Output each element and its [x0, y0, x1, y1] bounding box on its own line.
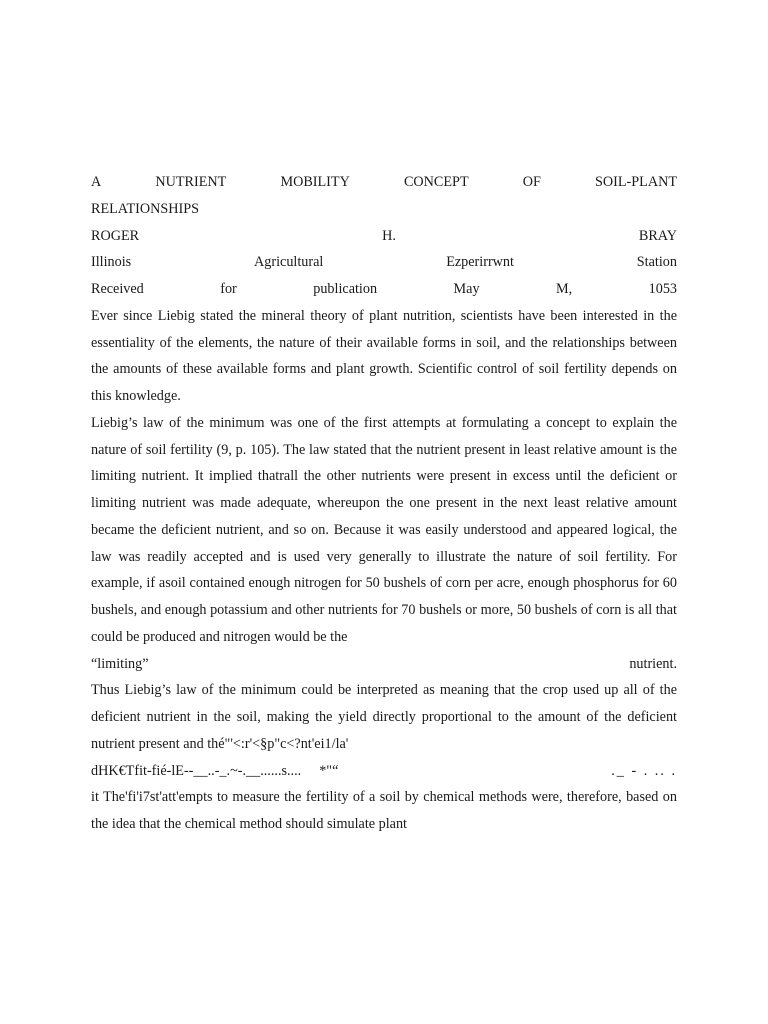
author-line — [91, 223, 677, 250]
article-title-end: RELATIONSHIPS — [91, 200, 199, 217]
title-word: NUTRIENT — [155, 174, 227, 190]
body-paragraph-2: Liebig’s law of the minimum was one of the first attempts at formulating a concept to explain the nature of soil fertility (9, p. 105). The law stated that the nutrient present in least relative amount is the limiting nutrient. It implied thatrall the other nutrients were present in excess until the deficient or limiting nutrient was made adequate, whereupon the one present in the next least relative amount became the deficient nutrient, and so on. Because it was easily understood and appeared logical, the law was readily accepted and is used very generally to illustrate the nature of soil fertility. For example, if asoil contained enough nitrogen for 50 bushels of corn per acre, enough phosphorus for 60 bushels, and enough potassium and other nutrients for 70 bushels or more, 50 bushels of corn is all that could be produced and nitrogen would be the — [91, 414, 677, 645]
ocr-noise-mid: *"“ — [319, 762, 339, 779]
title-word: A — [91, 174, 102, 190]
ocr-noise-line — [91, 758, 677, 785]
article-title-line — [91, 169, 677, 196]
received-word: for — [220, 281, 237, 297]
received-word: M, — [556, 281, 573, 297]
received-word: May — [453, 281, 480, 297]
body-paragraph-2-last-line — [91, 651, 677, 678]
nutrient-word: nutrient. — [629, 655, 677, 672]
affiliation-word: Station — [636, 254, 677, 271]
author-word: ROGER — [91, 227, 140, 244]
received-word: 1053 — [648, 281, 677, 297]
affiliation-word: Agricultural — [254, 254, 324, 271]
title-word: SOIL-PLANT — [595, 174, 677, 190]
received-word: publication — [313, 281, 378, 297]
ocr-noise-right: ._ - . .. . — [611, 762, 677, 779]
title-word: MOBILITY — [280, 174, 350, 190]
affiliation-line — [91, 249, 677, 276]
author-word: H. — [382, 227, 396, 244]
author-word: BRAY — [638, 227, 677, 244]
body-paragraph-3: Thus Liebig’s law of the minimum could be interpreted as meaning that the crop used up all of the deficient nutrient in the soil, making the yield directly proportional to the amount of the deficient nutrient present and thé"'<:r'<§p"c<?nt'ei1/la' — [91, 682, 677, 752]
received-line — [91, 276, 677, 303]
title-word: CONCEPT — [403, 174, 469, 190]
title-word: OF — [522, 174, 541, 190]
affiliation-word: Ezperirrwnt — [446, 254, 514, 271]
document-page — [91, 169, 677, 838]
ocr-noise-left: dHK€Tfit-fié-lE--__..-_.~-.__......s.... — [91, 762, 302, 779]
affiliation-word: Illinois — [91, 254, 132, 271]
limiting-word: “limiting” — [91, 655, 149, 672]
received-word: Received — [91, 281, 144, 297]
body-paragraph-1: Ever since Liebig stated the mineral theory of plant nutrition, scientists have been interested in the essentiality of the elements, the nature of their available forms in soil, and the relationships between the amounts of these available forms and plant growth. Scientific control of soil fertility depends on this knowledge. — [91, 307, 677, 404]
body-paragraph-4: it The'fi'i7st'att'empts to measure the fertility of a soil by chemical methods were, therefore, based on the idea that the chemical method should simulate plant — [91, 789, 677, 832]
